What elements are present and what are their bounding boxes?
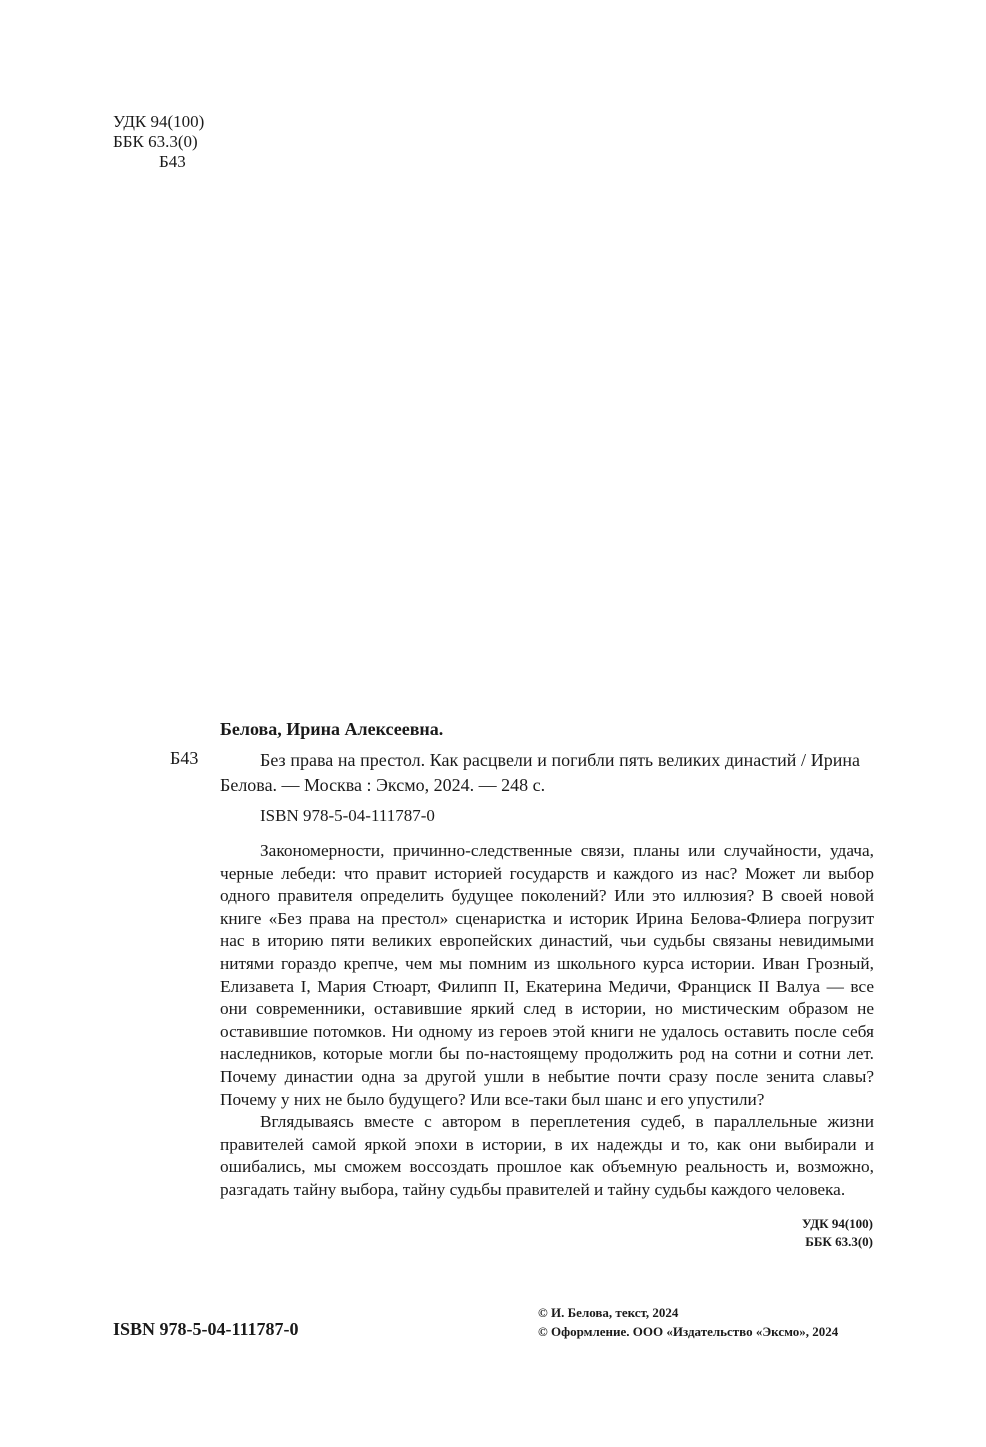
copyright-design: © Оформление. ООО «Издательство «Эксмо», 2024 <box>538 1324 839 1339</box>
copyright-block <box>538 1303 838 1341</box>
abstract-paragraph: Вглядываясь вместе с автором в переплетения судеб, в параллельные жизни правителей самой яркой эпохи в истории, в их надежды и то, как они выбирали и ошибались, мы сможем воссоздать прошлое как объемную реальность и, возможно, разгадать тайну выбора, тайну судьбы правителей и тайну судьбы каждого человека. <box>220 1112 874 1199</box>
book-abstract <box>220 840 874 1202</box>
bbk-code: ББК 63.3(0) <box>113 132 198 151</box>
copyright-text: © И. Белова, текст, 2024 <box>538 1305 679 1320</box>
entry-isbn: ISBN 978-5-04-111787-0 <box>260 806 435 825</box>
book-title-description: Без права на престол. Как расцвели и погибли пять великих династий / Ирина Белова. — Москва : Эксмо, 2024. — 248 с. <box>220 750 860 795</box>
bbk-code: ББК 63.3(0) <box>805 1234 873 1249</box>
right-classification-codes <box>802 1215 873 1251</box>
abstract-paragraph: Закономерности, причинно-следственные связи, планы или случайности, удача, черные лебеди: что правит историей государств и каждого из нас? Может ли выбор одного правителя определить будущее поколений? Или это иллюзия? В своей новой книге «Без права на престол» сценаристка и историк Ирина Белова-Флиера погрузит нас в иторию пяти великих европейских династий, чьи судьбы связаны невидимыми нитями гораздо крепче, чем мы помним из школьного курса истории. Иван Грозный, Елизавета I, Мария Стюарт, Филипп II, Екатерина Медичи, Франциск II Валуа — все они современники, оставившие яркий след в истории, но мистическим образом не оставившие потомков. Ни одному из героев этой книги не удалось оставить после себя наследников, которые могли бы по-настоящему продолжить род на сотни и сотни лет. Почему династии одна за другой ушли в небытие почти сразу после зенита славы? Почему у них не было будущего? Или все-таки был шанс и его упустили? <box>220 841 874 1109</box>
author-heading: Белова, Ирина Алексеевна. <box>220 719 444 739</box>
udk-code: УДК 94(100) <box>113 112 205 131</box>
isbn-footer: ISBN 978-5-04-111787-0 <box>113 1319 299 1339</box>
top-classification-codes <box>113 112 204 172</box>
udk-code: УДК 94(100) <box>801 1216 873 1231</box>
entry-cutter-code: Б43 <box>170 748 199 768</box>
cutter-code: Б43 <box>159 152 186 171</box>
